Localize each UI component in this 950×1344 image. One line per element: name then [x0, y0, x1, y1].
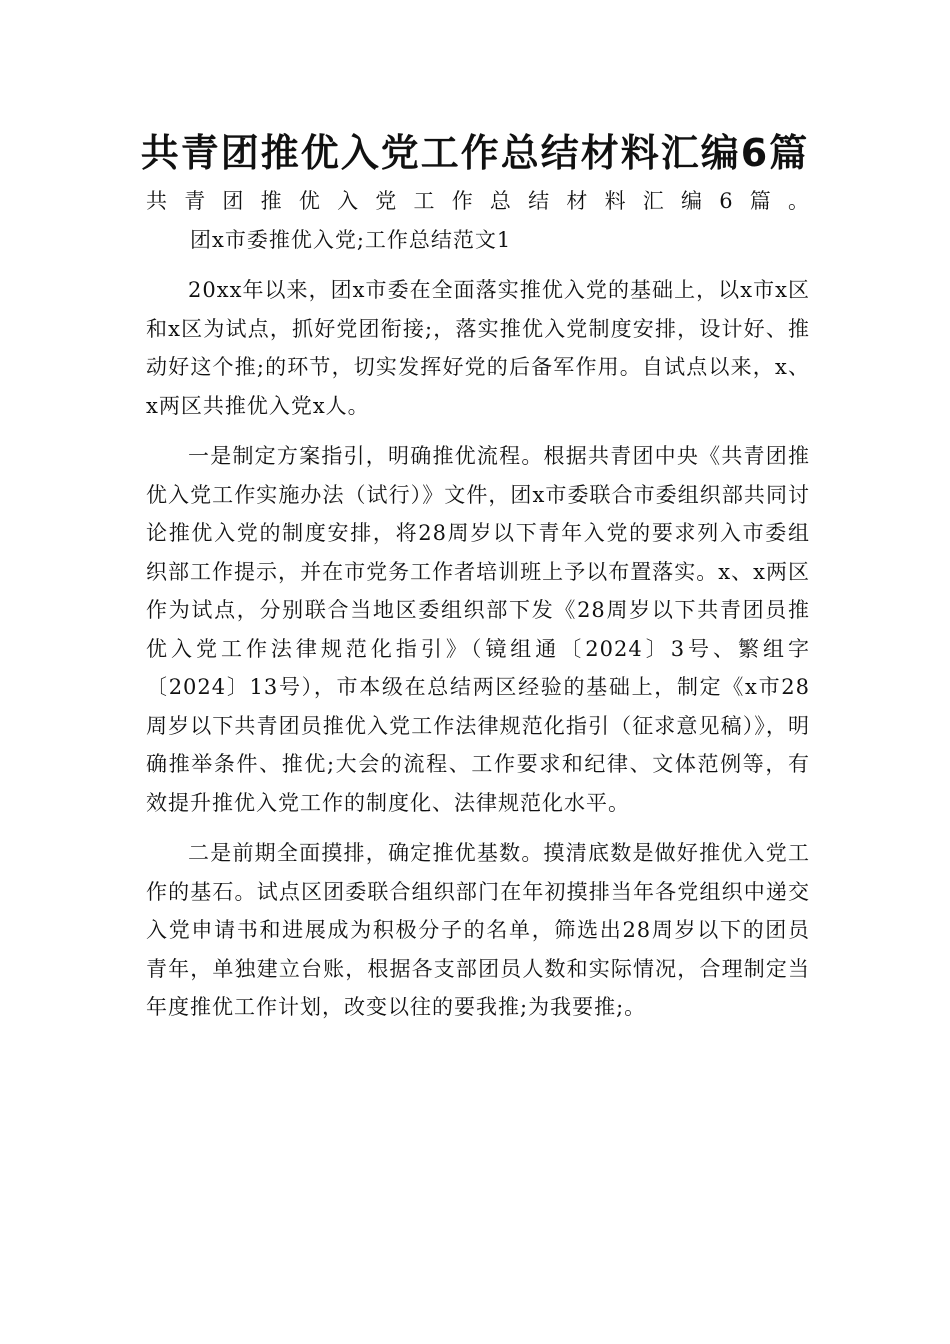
intro-paragraph	[146, 182, 810, 259]
paragraph-gap	[146, 259, 810, 271]
body-paragraph-3: 二是前期全面摸排，确定推优基数。摸清底数是做好推优入党工作的基石。试点区团委联合组织部门在年初摸排当年各党组织中递交入党申请书和进展成为积极分子的名单，筛选出28周岁以下的团员青年，单独建立台账，根据各支部团员人数和实际情况，合理制定当年度推优工作计划，改变以往的要我推;为我要推;。	[146, 841, 810, 1019]
body-paragraph-2: 一是制定方案指引，明确推优流程。根据共青团中央《共青团推优入党工作实施办法（试行）》文件，团x市委联合市委组织部共同讨论推优入党的制度安排，将28周岁以下青年入党的要求列入市委组织部工作提示，并在市党务工作者培训班上予以布置落实。x、x两区作为试点，分别联合当地区委组织部下发《28周岁以下共青团员推优入党工作法律规范化指引》（镜组通〔2024〕3号、繁组字〔2024〕13号），市本级在总结两区经验的基础上，制定《x市28周岁以下共青团员推优入党工作法律规范化指引（征求意见稿）》，明确推举条件、推优;大会的流程、工作要求和纪律、文体范例等，有效提升推优入党工作的制度化、法律规范化水平。	[146, 444, 810, 815]
body-paragraph-1: 20xx年以来，团x市委在全面落实推优入党的基础上，以x市x区和x区为试点，抓好党团衔接;，落实推优入党制度安排，设计好、推动好这个推;的环节，切实发挥好党的后备军作用。自试点以来，x、x两区共推优入党x人。	[146, 278, 810, 418]
document-body	[146, 182, 810, 1027]
intro-text-right: 团x市委推优入党;工作总结范文1	[190, 227, 512, 252]
paragraph-gap	[146, 822, 810, 834]
document-title: 共青团推优入党工作总结材料汇编6篇	[140, 131, 810, 175]
intro-text-left: 共青团推优入党工作总结材料汇编6篇。	[146, 189, 810, 213]
paragraph-gap	[146, 425, 810, 437]
